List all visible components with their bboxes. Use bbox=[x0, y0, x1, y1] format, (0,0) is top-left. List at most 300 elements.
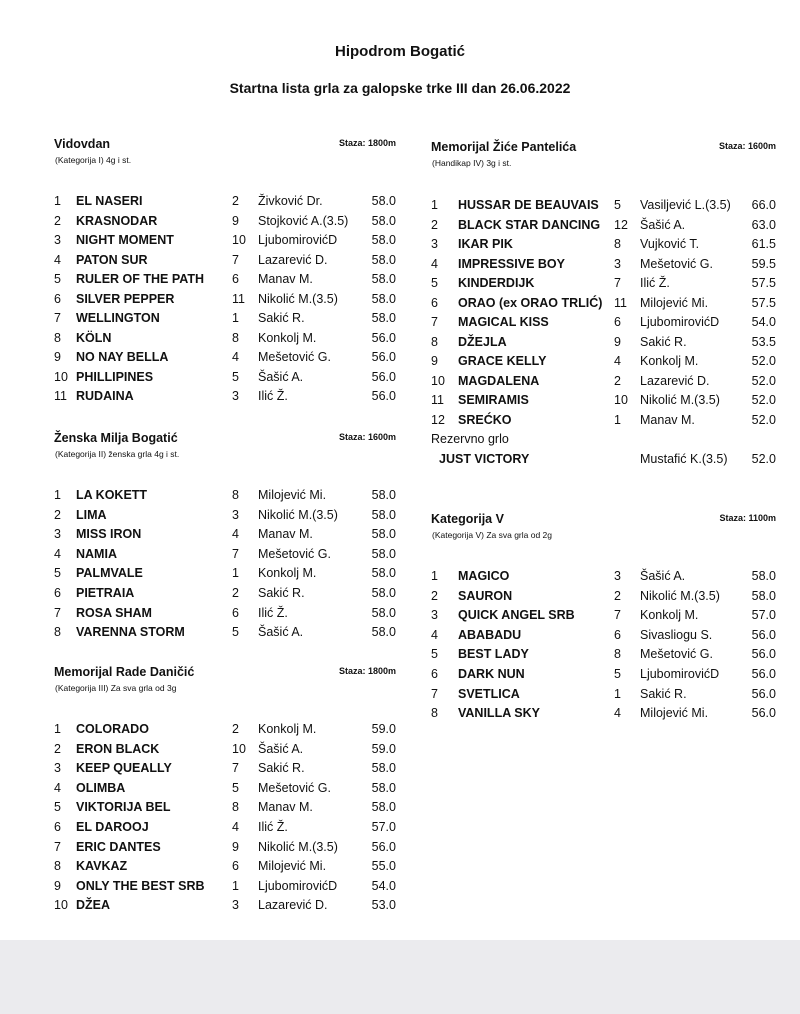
weight-value: 61.5 bbox=[751, 237, 776, 251]
weight-value: 59.0 bbox=[371, 741, 396, 756]
entry-number: 7 bbox=[54, 839, 61, 854]
weight-value: 58.0 bbox=[371, 507, 396, 522]
entry-number: 6 bbox=[54, 820, 61, 834]
horse-name: KRASNODAR bbox=[76, 213, 158, 228]
jockey-name: Konkolj M. bbox=[258, 330, 317, 345]
horse-name: LA KOKETT bbox=[76, 488, 148, 502]
entry-number: 5 bbox=[54, 566, 61, 581]
race-distance: Staza: 1800m bbox=[338, 138, 396, 148]
jockey-name: Mešetović G. bbox=[258, 546, 331, 561]
weight-value: 56.0 bbox=[751, 686, 776, 701]
start-position: 11 bbox=[232, 291, 245, 306]
jockey-name: Mešetović G. bbox=[640, 256, 713, 271]
horse-name: NIGHT MOMENT bbox=[76, 233, 174, 247]
jockey-name: Manav M. bbox=[258, 272, 313, 286]
entry-row bbox=[54, 525, 396, 543]
horse-name: VANILLA SKY bbox=[458, 706, 540, 721]
start-position: 8 bbox=[232, 800, 239, 815]
entry-number: 8 bbox=[431, 334, 438, 349]
horse-name: IMPRESSIVE BOY bbox=[458, 256, 565, 271]
entry-row bbox=[54, 486, 396, 504]
jockey-name: Sakić R. bbox=[258, 311, 305, 325]
entry-number: 8 bbox=[431, 706, 438, 721]
entry-number: 8 bbox=[54, 859, 61, 874]
weight-value: 63.0 bbox=[751, 217, 776, 232]
horse-name: PHILLIPINES bbox=[76, 369, 154, 384]
horse-name: RULER OF THE PATH bbox=[76, 272, 205, 286]
jockey-name: Vasiljević L.(3.5) bbox=[640, 198, 731, 212]
entry-number: 10 bbox=[54, 369, 68, 384]
entry-number: 3 bbox=[431, 608, 438, 623]
horse-name: HUSSAR DE BEAUVAIS bbox=[458, 198, 599, 212]
weight-value: 56.0 bbox=[371, 350, 396, 364]
race-distance: Staza: 1800m bbox=[338, 666, 396, 676]
weight-value: 56.0 bbox=[751, 667, 776, 681]
start-position: 12 bbox=[614, 217, 628, 232]
entry-number: 4 bbox=[54, 546, 61, 561]
horse-name: JUST VICTORY bbox=[439, 452, 530, 466]
entry-row bbox=[54, 192, 396, 210]
jockey-name: Konkolj M. bbox=[640, 608, 699, 623]
start-position: 5 bbox=[614, 198, 621, 212]
start-position: 8 bbox=[232, 488, 239, 502]
entry-row bbox=[431, 255, 776, 273]
race-distance: Staza: 1600m bbox=[338, 432, 396, 442]
weight-value: 58.0 bbox=[371, 233, 396, 247]
weight-value: 52.0 bbox=[751, 412, 776, 427]
entry-row bbox=[431, 196, 776, 214]
start-position: 7 bbox=[614, 276, 621, 290]
horse-name: MAGDALENA bbox=[458, 373, 540, 388]
start-position: 6 bbox=[232, 859, 239, 874]
jockey-name: Lazarević D. bbox=[258, 898, 328, 913]
horse-name: PALMVALE bbox=[76, 566, 143, 581]
entry-number: 4 bbox=[54, 252, 61, 267]
weight-value: 56.0 bbox=[371, 389, 396, 403]
entry-row bbox=[431, 411, 776, 429]
jockey-name: Ilić Ž. bbox=[258, 389, 288, 403]
entry-number: 8 bbox=[54, 330, 61, 345]
weight-value: 58.0 bbox=[371, 566, 396, 581]
weight-value: 56.0 bbox=[371, 369, 396, 384]
jockey-name: Stojković A.(3.5) bbox=[258, 213, 349, 228]
entry-number: 10 bbox=[431, 373, 445, 388]
jockey-name: Nikolić M.(3.5) bbox=[258, 291, 338, 306]
start-position: 3 bbox=[232, 507, 239, 522]
jockey-name: Konkolj M. bbox=[258, 566, 317, 581]
entry-number: 7 bbox=[54, 605, 61, 620]
jockey-name: Konkolj M. bbox=[258, 722, 317, 736]
horse-name: EL NASERI bbox=[76, 194, 143, 208]
weight-value: 57.0 bbox=[751, 608, 776, 623]
jockey-name: Lazarević D. bbox=[640, 373, 710, 388]
start-position: 8 bbox=[614, 647, 621, 662]
weight-value: 52.0 bbox=[751, 452, 776, 466]
start-position: 6 bbox=[232, 272, 239, 286]
entry-row bbox=[54, 309, 396, 327]
entry-number: 11 bbox=[431, 393, 444, 407]
entry-number: 12 bbox=[431, 412, 445, 427]
start-position: 9 bbox=[232, 839, 239, 854]
race-distance: Staza: 1100m bbox=[719, 513, 776, 523]
entry-row bbox=[54, 231, 396, 249]
entry-row bbox=[54, 759, 396, 777]
weight-value: 57.5 bbox=[751, 295, 776, 310]
start-position: 2 bbox=[614, 373, 621, 388]
horse-name: SREĆKO bbox=[458, 412, 512, 427]
reserve-entry bbox=[431, 450, 776, 468]
race-title: Ženska Milja Bogatić bbox=[54, 431, 178, 445]
weight-value: 52.0 bbox=[751, 393, 776, 407]
horse-name: NAMIA bbox=[76, 546, 117, 561]
entry-number: 11 bbox=[54, 389, 67, 403]
start-position: 3 bbox=[614, 256, 621, 271]
jockey-name: LjubomirovićD bbox=[258, 233, 338, 247]
entry-row bbox=[431, 313, 776, 331]
entry-row bbox=[54, 720, 396, 738]
entry-number: 3 bbox=[54, 527, 61, 542]
entry-row bbox=[431, 665, 776, 683]
horse-name: ORAO (ex ORAO TRLIĆ) bbox=[458, 295, 603, 310]
horse-name: ABABADU bbox=[458, 627, 522, 642]
jockey-name: Šašić A. bbox=[640, 569, 686, 583]
horse-name: ERON BLACK bbox=[76, 741, 160, 756]
start-position: 10 bbox=[232, 741, 246, 756]
entry-number: 5 bbox=[54, 800, 61, 815]
jockey-name: LjubomirovićD bbox=[258, 878, 338, 893]
jockey-name: Konkolj M. bbox=[640, 354, 699, 368]
horse-name: KÖLN bbox=[76, 330, 112, 345]
start-position: 4 bbox=[614, 354, 621, 368]
entry-row bbox=[431, 274, 776, 292]
race-category: (Kategorija V) Za sva grla od 2g bbox=[432, 530, 553, 540]
entry-row bbox=[54, 290, 396, 308]
race-distance: Staza: 1600m bbox=[718, 141, 776, 151]
horse-name: GRACE KELLY bbox=[458, 354, 547, 368]
entry-row bbox=[431, 216, 776, 234]
page-title: Hipodrom Bogatić bbox=[335, 43, 465, 60]
start-position: 6 bbox=[232, 605, 239, 620]
entry-row bbox=[54, 564, 396, 582]
race-block bbox=[54, 665, 396, 965]
race-category: (Handikap IV) 3g i st. bbox=[432, 158, 512, 168]
weight-value: 55.0 bbox=[371, 859, 396, 874]
start-position: 1 bbox=[232, 566, 239, 581]
entry-row bbox=[54, 896, 396, 914]
start-position: 7 bbox=[232, 252, 239, 267]
entry-number: 5 bbox=[431, 647, 438, 662]
horse-name: MAGICO bbox=[458, 569, 510, 583]
jockey-name: Sakić R. bbox=[640, 334, 687, 349]
jockey-name: Ilić Ž. bbox=[258, 820, 288, 834]
jockey-name: Sakić R. bbox=[640, 686, 687, 701]
race-title: Kategorija V bbox=[431, 512, 504, 526]
entry-number: 6 bbox=[431, 667, 438, 681]
horse-name: PIETRAIA bbox=[76, 586, 135, 600]
entry-number: 2 bbox=[54, 213, 61, 228]
entry-number: 1 bbox=[54, 722, 61, 736]
entry-row bbox=[54, 584, 396, 602]
start-position: 7 bbox=[614, 608, 621, 623]
entry-row bbox=[431, 626, 776, 644]
entry-row bbox=[431, 606, 776, 624]
page-bottom-margin bbox=[0, 940, 800, 1014]
race-title: Vidovdan bbox=[54, 137, 111, 151]
entry-row bbox=[54, 779, 396, 797]
entry-number: 7 bbox=[54, 311, 61, 325]
horse-name: SEMIRAMIS bbox=[458, 393, 529, 407]
weight-value: 58.0 bbox=[371, 194, 396, 208]
horse-name: IKAR PIK bbox=[458, 237, 513, 251]
start-position: 5 bbox=[232, 369, 239, 384]
start-position: 8 bbox=[232, 330, 239, 345]
jockey-name: Manav M. bbox=[258, 800, 313, 815]
weight-value: 58.0 bbox=[371, 800, 396, 815]
entry-row bbox=[54, 251, 396, 269]
jockey-name: Šašić A. bbox=[640, 217, 686, 232]
horse-name: SAURON bbox=[458, 588, 513, 603]
entry-number: 5 bbox=[431, 276, 438, 290]
start-position: 2 bbox=[232, 586, 239, 600]
jockey-name: Mešetović G. bbox=[258, 350, 331, 364]
start-position: 1 bbox=[614, 686, 621, 701]
race-category: (Kategorija II) ženska grla 4g i st. bbox=[55, 449, 180, 459]
entry-row bbox=[54, 877, 396, 895]
horse-name: SILVER PEPPER bbox=[76, 291, 175, 306]
horse-name: ONLY THE BEST SRB bbox=[76, 878, 205, 893]
race-block bbox=[54, 137, 396, 437]
jockey-name: Nikolić M.(3.5) bbox=[258, 839, 338, 854]
entry-row bbox=[54, 798, 396, 816]
jockey-name: LjubomirovićD bbox=[640, 315, 720, 329]
jockey-name: Nikolić M.(3.5) bbox=[640, 393, 720, 407]
jockey-name: Milojević Mi. bbox=[258, 859, 327, 874]
entry-number: 4 bbox=[431, 256, 438, 271]
jockey-name: Nikolić M.(3.5) bbox=[640, 588, 720, 603]
horse-name: COLORADO bbox=[76, 722, 149, 736]
weight-value: 53.0 bbox=[371, 898, 396, 913]
start-position: 9 bbox=[232, 213, 239, 228]
start-position: 4 bbox=[614, 706, 621, 721]
start-position: 2 bbox=[614, 588, 621, 603]
start-position: 2 bbox=[232, 194, 239, 208]
weight-value: 58.0 bbox=[371, 252, 396, 267]
weight-value: 56.0 bbox=[371, 839, 396, 854]
jockey-name: Ilić Ž. bbox=[640, 276, 670, 290]
weight-value: 56.0 bbox=[751, 647, 776, 662]
entry-row bbox=[431, 235, 776, 253]
jockey-name: Sakić R. bbox=[258, 761, 305, 776]
start-position: 10 bbox=[232, 233, 246, 247]
horse-name: DARK NUN bbox=[458, 667, 525, 681]
weight-value: 58.0 bbox=[371, 605, 396, 620]
entry-number: 2 bbox=[431, 588, 438, 603]
entry-number: 1 bbox=[431, 569, 438, 583]
horse-name: SVETLICA bbox=[458, 686, 520, 701]
entry-number: 8 bbox=[54, 625, 61, 640]
entry-number: 4 bbox=[54, 780, 61, 795]
weight-value: 57.0 bbox=[371, 820, 396, 834]
entry-row bbox=[54, 740, 396, 758]
weight-value: 66.0 bbox=[751, 198, 776, 212]
entry-number: 1 bbox=[54, 194, 61, 208]
start-position: 11 bbox=[614, 295, 627, 310]
race-category: (Kategorija I) 4g i st. bbox=[55, 155, 132, 165]
race-category: (Kategorija III) Za sva grla od 3g bbox=[55, 683, 177, 693]
entry-number: 10 bbox=[54, 898, 68, 913]
horse-name: ROSA SHAM bbox=[76, 605, 152, 620]
entry-number: 3 bbox=[54, 761, 61, 776]
entry-row bbox=[54, 270, 396, 288]
jockey-name: Mešetović G. bbox=[258, 780, 331, 795]
entry-row bbox=[54, 368, 396, 386]
start-position: 4 bbox=[232, 350, 239, 364]
entry-row bbox=[431, 645, 776, 663]
weight-value: 56.0 bbox=[751, 627, 776, 642]
page-subtitle: Startna lista grla za galopske trke III dan 26.06.2022 bbox=[229, 80, 571, 96]
entry-row bbox=[431, 685, 776, 703]
entry-number: 9 bbox=[431, 354, 438, 368]
horse-name: KEEP QUEALLY bbox=[76, 761, 172, 776]
horse-name: DŽEA bbox=[76, 898, 111, 913]
start-position: 2 bbox=[232, 722, 239, 736]
entry-row bbox=[54, 838, 396, 856]
jockey-name: Mešetović G. bbox=[640, 647, 713, 662]
horse-name: RUDAINA bbox=[76, 389, 134, 403]
jockey-name: Živković Dr. bbox=[258, 194, 323, 208]
horse-name: DŽEJLA bbox=[458, 334, 507, 349]
entry-number: 1 bbox=[431, 198, 438, 212]
start-position: 10 bbox=[614, 393, 628, 407]
start-position: 5 bbox=[614, 667, 621, 681]
horse-name: OLIMBA bbox=[76, 780, 126, 795]
start-position: 6 bbox=[614, 315, 621, 329]
entry-number: 3 bbox=[54, 233, 61, 247]
entry-row bbox=[54, 857, 396, 875]
weight-value: 58.0 bbox=[371, 311, 396, 325]
horse-name: KINDERDIJK bbox=[458, 276, 535, 290]
entry-row bbox=[54, 545, 396, 563]
entry-row bbox=[54, 329, 396, 347]
weight-value: 57.5 bbox=[751, 276, 776, 290]
weight-value: 56.0 bbox=[751, 706, 776, 721]
start-position: 3 bbox=[232, 389, 239, 403]
weight-value: 58.0 bbox=[371, 780, 396, 795]
entry-row bbox=[431, 391, 776, 409]
start-position: 4 bbox=[232, 527, 239, 542]
horse-name: VIKTORIJA BEL bbox=[76, 800, 171, 815]
jockey-name: Vujković T. bbox=[640, 237, 700, 251]
weight-value: 58.0 bbox=[371, 291, 396, 306]
start-position: 1 bbox=[614, 412, 621, 427]
start-position: 7 bbox=[232, 761, 239, 776]
weight-value: 58.0 bbox=[751, 569, 776, 583]
race-title: Memorijal Rade Daničić bbox=[54, 665, 195, 679]
start-position: 1 bbox=[232, 311, 239, 325]
weight-value: 56.0 bbox=[371, 330, 396, 345]
jockey-name: Ilić Ž. bbox=[258, 605, 288, 620]
weight-value: 59.0 bbox=[371, 722, 396, 736]
weight-value: 54.0 bbox=[751, 315, 776, 329]
race-title: Memorijal Žiće Pantelića bbox=[431, 140, 577, 154]
entry-number: 6 bbox=[431, 295, 438, 310]
horse-name: WELLINGTON bbox=[76, 311, 160, 325]
entry-number: 4 bbox=[431, 627, 438, 642]
weight-value: 54.0 bbox=[371, 878, 396, 893]
jockey-name: Nikolić M.(3.5) bbox=[258, 507, 338, 522]
entry-row bbox=[54, 348, 396, 366]
horse-name: BLACK STAR DANCING bbox=[458, 217, 601, 232]
weight-value: 52.0 bbox=[751, 373, 776, 388]
jockey-name: Sivasliogu S. bbox=[640, 627, 713, 642]
horse-name: VARENNA STORM bbox=[76, 625, 185, 640]
jockey-name: Milojević Mi. bbox=[640, 295, 709, 310]
start-position: 3 bbox=[232, 898, 239, 913]
weight-value: 58.0 bbox=[371, 488, 396, 502]
horse-name: QUICK ANGEL SRB bbox=[458, 608, 575, 623]
entry-number: 7 bbox=[431, 315, 438, 329]
entry-row bbox=[431, 587, 776, 605]
horse-name: PATON SUR bbox=[76, 252, 148, 267]
weight-value: 58.0 bbox=[371, 527, 396, 542]
entry-number: 6 bbox=[54, 586, 61, 600]
horse-name: BEST LADY bbox=[458, 647, 529, 662]
race-block bbox=[431, 512, 776, 812]
horse-name: NO NAY BELLA bbox=[76, 350, 169, 364]
entry-number: 1 bbox=[54, 488, 61, 502]
start-position: 3 bbox=[614, 569, 621, 583]
weight-value: 58.0 bbox=[751, 588, 776, 603]
jockey-name: Manav M. bbox=[258, 527, 313, 542]
entry-row bbox=[431, 294, 776, 312]
entry-row bbox=[54, 212, 396, 230]
jockey-name: Šašić A. bbox=[258, 369, 304, 384]
entry-row bbox=[431, 567, 776, 585]
start-position: 6 bbox=[614, 627, 621, 642]
entry-row bbox=[431, 352, 776, 370]
jockey-name: Manav M. bbox=[640, 412, 695, 427]
weight-value: 53.5 bbox=[751, 334, 776, 349]
jockey-name: Lazarević D. bbox=[258, 252, 328, 267]
entry-number: 3 bbox=[431, 237, 438, 251]
horse-name: MISS IRON bbox=[76, 527, 142, 542]
start-position: 4 bbox=[232, 820, 239, 834]
race-block bbox=[431, 140, 776, 466]
entry-row bbox=[54, 604, 396, 622]
jockey-name: Šašić A. bbox=[258, 625, 304, 640]
jockey-name: Šašić A. bbox=[258, 741, 304, 756]
entry-number: 2 bbox=[54, 507, 61, 522]
entry-row bbox=[54, 623, 396, 641]
start-position: 5 bbox=[232, 625, 239, 640]
weight-value: 58.0 bbox=[371, 272, 396, 286]
weight-value: 58.0 bbox=[371, 586, 396, 600]
jockey-name: Milojević Mi. bbox=[640, 706, 709, 721]
jockey-name: Milojević Mi. bbox=[258, 488, 327, 502]
entry-row bbox=[54, 506, 396, 524]
entry-number: 9 bbox=[54, 350, 61, 364]
entry-number: 2 bbox=[54, 741, 61, 756]
entry-number: 7 bbox=[431, 686, 438, 701]
entry-row bbox=[431, 333, 776, 351]
start-position: 1 bbox=[232, 878, 239, 893]
entry-number: 9 bbox=[54, 878, 61, 893]
entry-number: 2 bbox=[431, 217, 438, 232]
start-position: 9 bbox=[614, 334, 621, 349]
entry-row bbox=[54, 818, 396, 836]
weight-value: 58.0 bbox=[371, 546, 396, 561]
horse-name: MAGICAL KISS bbox=[458, 315, 549, 329]
